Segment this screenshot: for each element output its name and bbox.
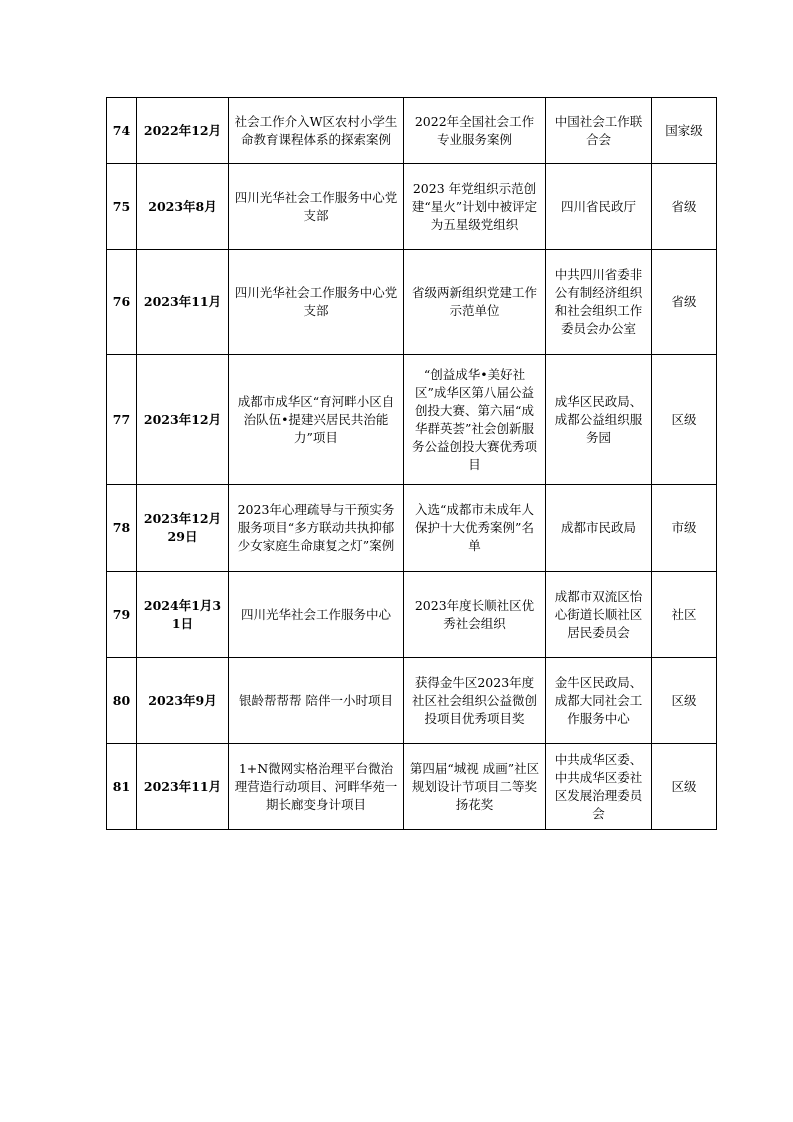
row-award: 2023 年党组织示范创建“星火”计划中被评定为五星级党组织 [404, 164, 546, 250]
row-date: 2023年11月 [137, 250, 229, 355]
row-project: 四川光华社会工作服务中心党支部 [229, 164, 404, 250]
row-organization: 四川省民政厅 [546, 164, 652, 250]
row-level: 社区 [652, 572, 717, 658]
row-award: 入选“成都市未成年人保护十大优秀案例”名单 [404, 485, 546, 572]
row-date: 2024年1月31日 [137, 572, 229, 658]
row-award: “创益成华•美好社区”成华区第八届公益创投大赛、第六届“成华群英荟”社会创新服务公益创投大赛优秀项目 [404, 355, 546, 485]
row-award: 2022年全国社会工作专业服务案例 [404, 98, 546, 164]
table-row [107, 355, 717, 485]
row-level: 区级 [652, 658, 717, 744]
row-award: 省级两新组织党建工作示范单位 [404, 250, 546, 355]
row-project: 银龄帮帮帮 陪伴一小时项目 [229, 658, 404, 744]
row-organization: 中共成华区委、中共成华区委社区发展治理委员会 [546, 744, 652, 830]
row-organization: 中共四川省委非公有制经济组织和社会组织工作委员会办公室 [546, 250, 652, 355]
row-number: 76 [107, 250, 137, 355]
row-level: 国家级 [652, 98, 717, 164]
row-number: 75 [107, 164, 137, 250]
row-date: 2023年8月 [137, 164, 229, 250]
table-row [107, 98, 717, 164]
row-level: 区级 [652, 744, 717, 830]
row-award: 第四届“城视 成画”社区规划设计节项目二等奖扬花奖 [404, 744, 546, 830]
row-date: 2023年9月 [137, 658, 229, 744]
row-number: 80 [107, 658, 137, 744]
row-project: 四川光华社会工作服务中心 [229, 572, 404, 658]
row-project: 成都市成华区“育河畔小区自治队伍•提建兴居民共治能力”项目 [229, 355, 404, 485]
row-organization: 中国社会工作联合会 [546, 98, 652, 164]
table-row [107, 164, 717, 250]
table-row [107, 658, 717, 744]
row-award: 获得金牛区2023年度社区社会组织公益微创投项目优秀项目奖 [404, 658, 546, 744]
row-level: 市级 [652, 485, 717, 572]
row-project: 四川光华社会工作服务中心党支部 [229, 250, 404, 355]
row-number: 77 [107, 355, 137, 485]
table-row [107, 250, 717, 355]
row-level: 省级 [652, 164, 717, 250]
table-row [107, 744, 717, 830]
row-number: 74 [107, 98, 137, 164]
row-project: 社会工作介入W区农村小学生命教育课程体系的探索案例 [229, 98, 404, 164]
row-organization: 成都市民政局 [546, 485, 652, 572]
row-organization: 成都市双流区怡心街道长顺社区居民委员会 [546, 572, 652, 658]
table-row [107, 485, 717, 572]
row-date: 2023年12月 [137, 355, 229, 485]
awards-table [106, 97, 717, 830]
row-number: 78 [107, 485, 137, 572]
row-project: 1+N微网实格治理平台微治理营造行动项目、河畔华苑一期长廊变身计项目 [229, 744, 404, 830]
row-date: 2022年12月 [137, 98, 229, 164]
row-number: 81 [107, 744, 137, 830]
row-date: 2023年11月 [137, 744, 229, 830]
row-number: 79 [107, 572, 137, 658]
row-organization: 金牛区民政局、成都大同社会工作服务中心 [546, 658, 652, 744]
row-level: 省级 [652, 250, 717, 355]
row-organization: 成华区民政局、成都公益组织服务园 [546, 355, 652, 485]
row-date: 2023年12月29日 [137, 485, 229, 572]
row-project: 2023年心理疏导与干预实务服务项目“多方联动共执抑郁少女家庭生命康复之灯”案例 [229, 485, 404, 572]
row-award: 2023年度长顺社区优秀社会组织 [404, 572, 546, 658]
table-row [107, 572, 717, 658]
row-level: 区级 [652, 355, 717, 485]
